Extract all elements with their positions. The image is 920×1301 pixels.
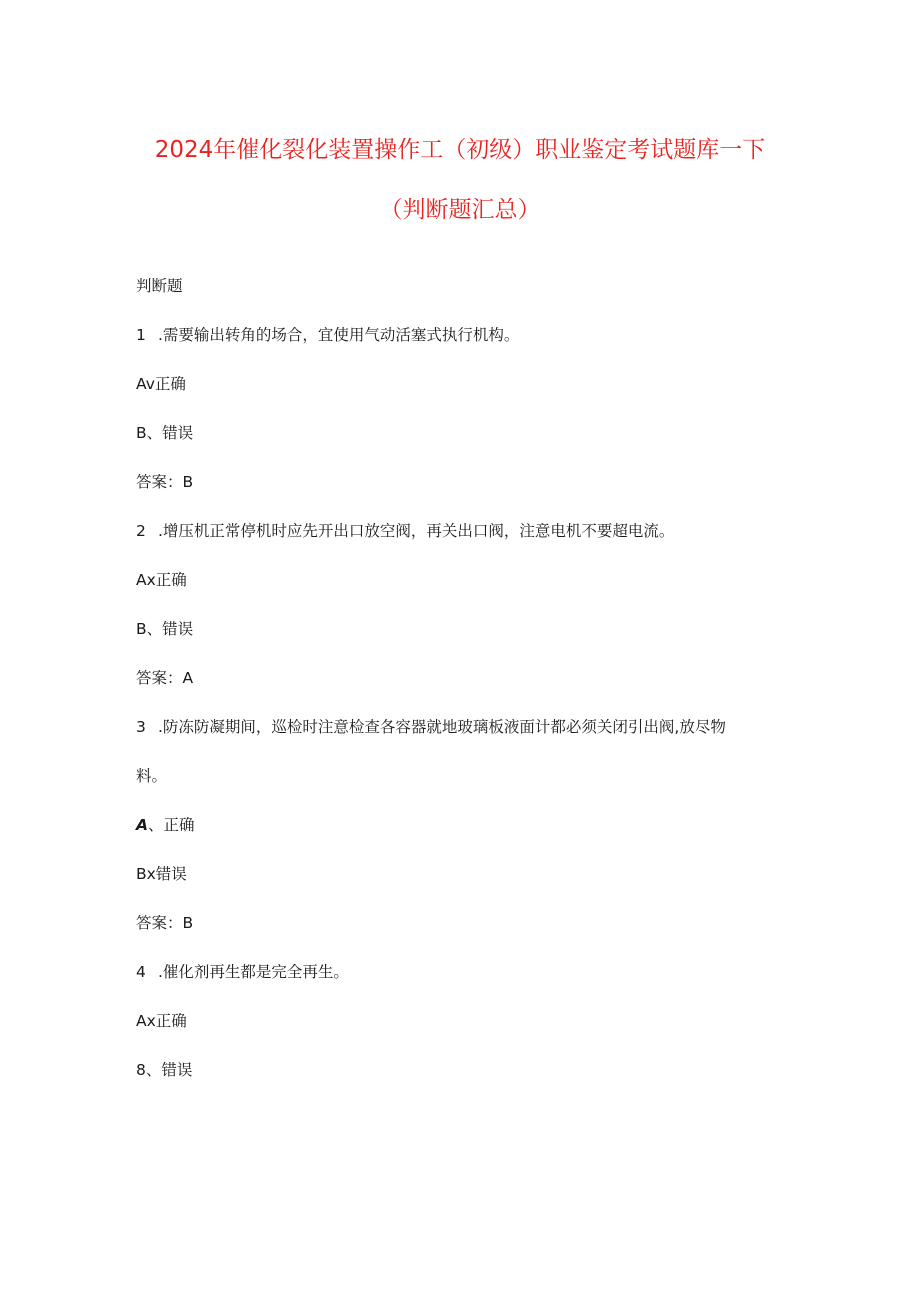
question-3-answer: 答案：B: [136, 914, 194, 932]
question-number: 3: [136, 718, 146, 736]
document-title-line2: （判断题汇总）: [379, 197, 541, 223]
question-3-option-a: [136, 815, 195, 835]
question-2-answer: 答案：A: [136, 669, 194, 687]
question-3-text-continued: 料。: [136, 767, 168, 785]
question-1-answer: 答案：B: [136, 473, 194, 491]
question-text: .催化剂再生都是完全再生。: [158, 963, 349, 981]
question-1-option-b: B、错误: [136, 424, 194, 442]
question-4-option-b: 8、错误: [136, 1061, 193, 1079]
question-number: 4: [136, 963, 146, 981]
question-text: .防冻防凝期间，巡检时注意检查各容器就地玻璃板液面计都必须关闭引出阀,放尽物: [158, 718, 726, 736]
question-text: .增压机正常停机时应先开出口放空阀，再关出口阀，注意电机不要超电流。: [158, 522, 675, 540]
question-2: [136, 521, 674, 541]
question-number: 2: [136, 522, 146, 540]
question-1-option-a: Av正确: [136, 375, 186, 393]
question-4-option-a: Ax正确: [136, 1012, 187, 1030]
option-text: 、正确: [148, 816, 195, 834]
question-4: [136, 962, 349, 982]
question-3-option-b: Bx错误: [136, 865, 187, 883]
document-title-line1: 2024年催化裂化装置操作工（初级）职业鉴定考试题库一下: [154, 137, 766, 163]
question-2-option-a: Ax正确: [136, 571, 187, 589]
question-text: .需要输出转角的场合，宜使用气动活塞式执行机构。: [158, 326, 520, 344]
question-3: [136, 717, 726, 737]
question-number: 1: [136, 326, 146, 344]
option-letter: A: [136, 816, 148, 834]
question-1: [136, 325, 519, 345]
section-heading: 判断题: [136, 277, 183, 295]
question-2-option-b: B、错误: [136, 620, 194, 638]
